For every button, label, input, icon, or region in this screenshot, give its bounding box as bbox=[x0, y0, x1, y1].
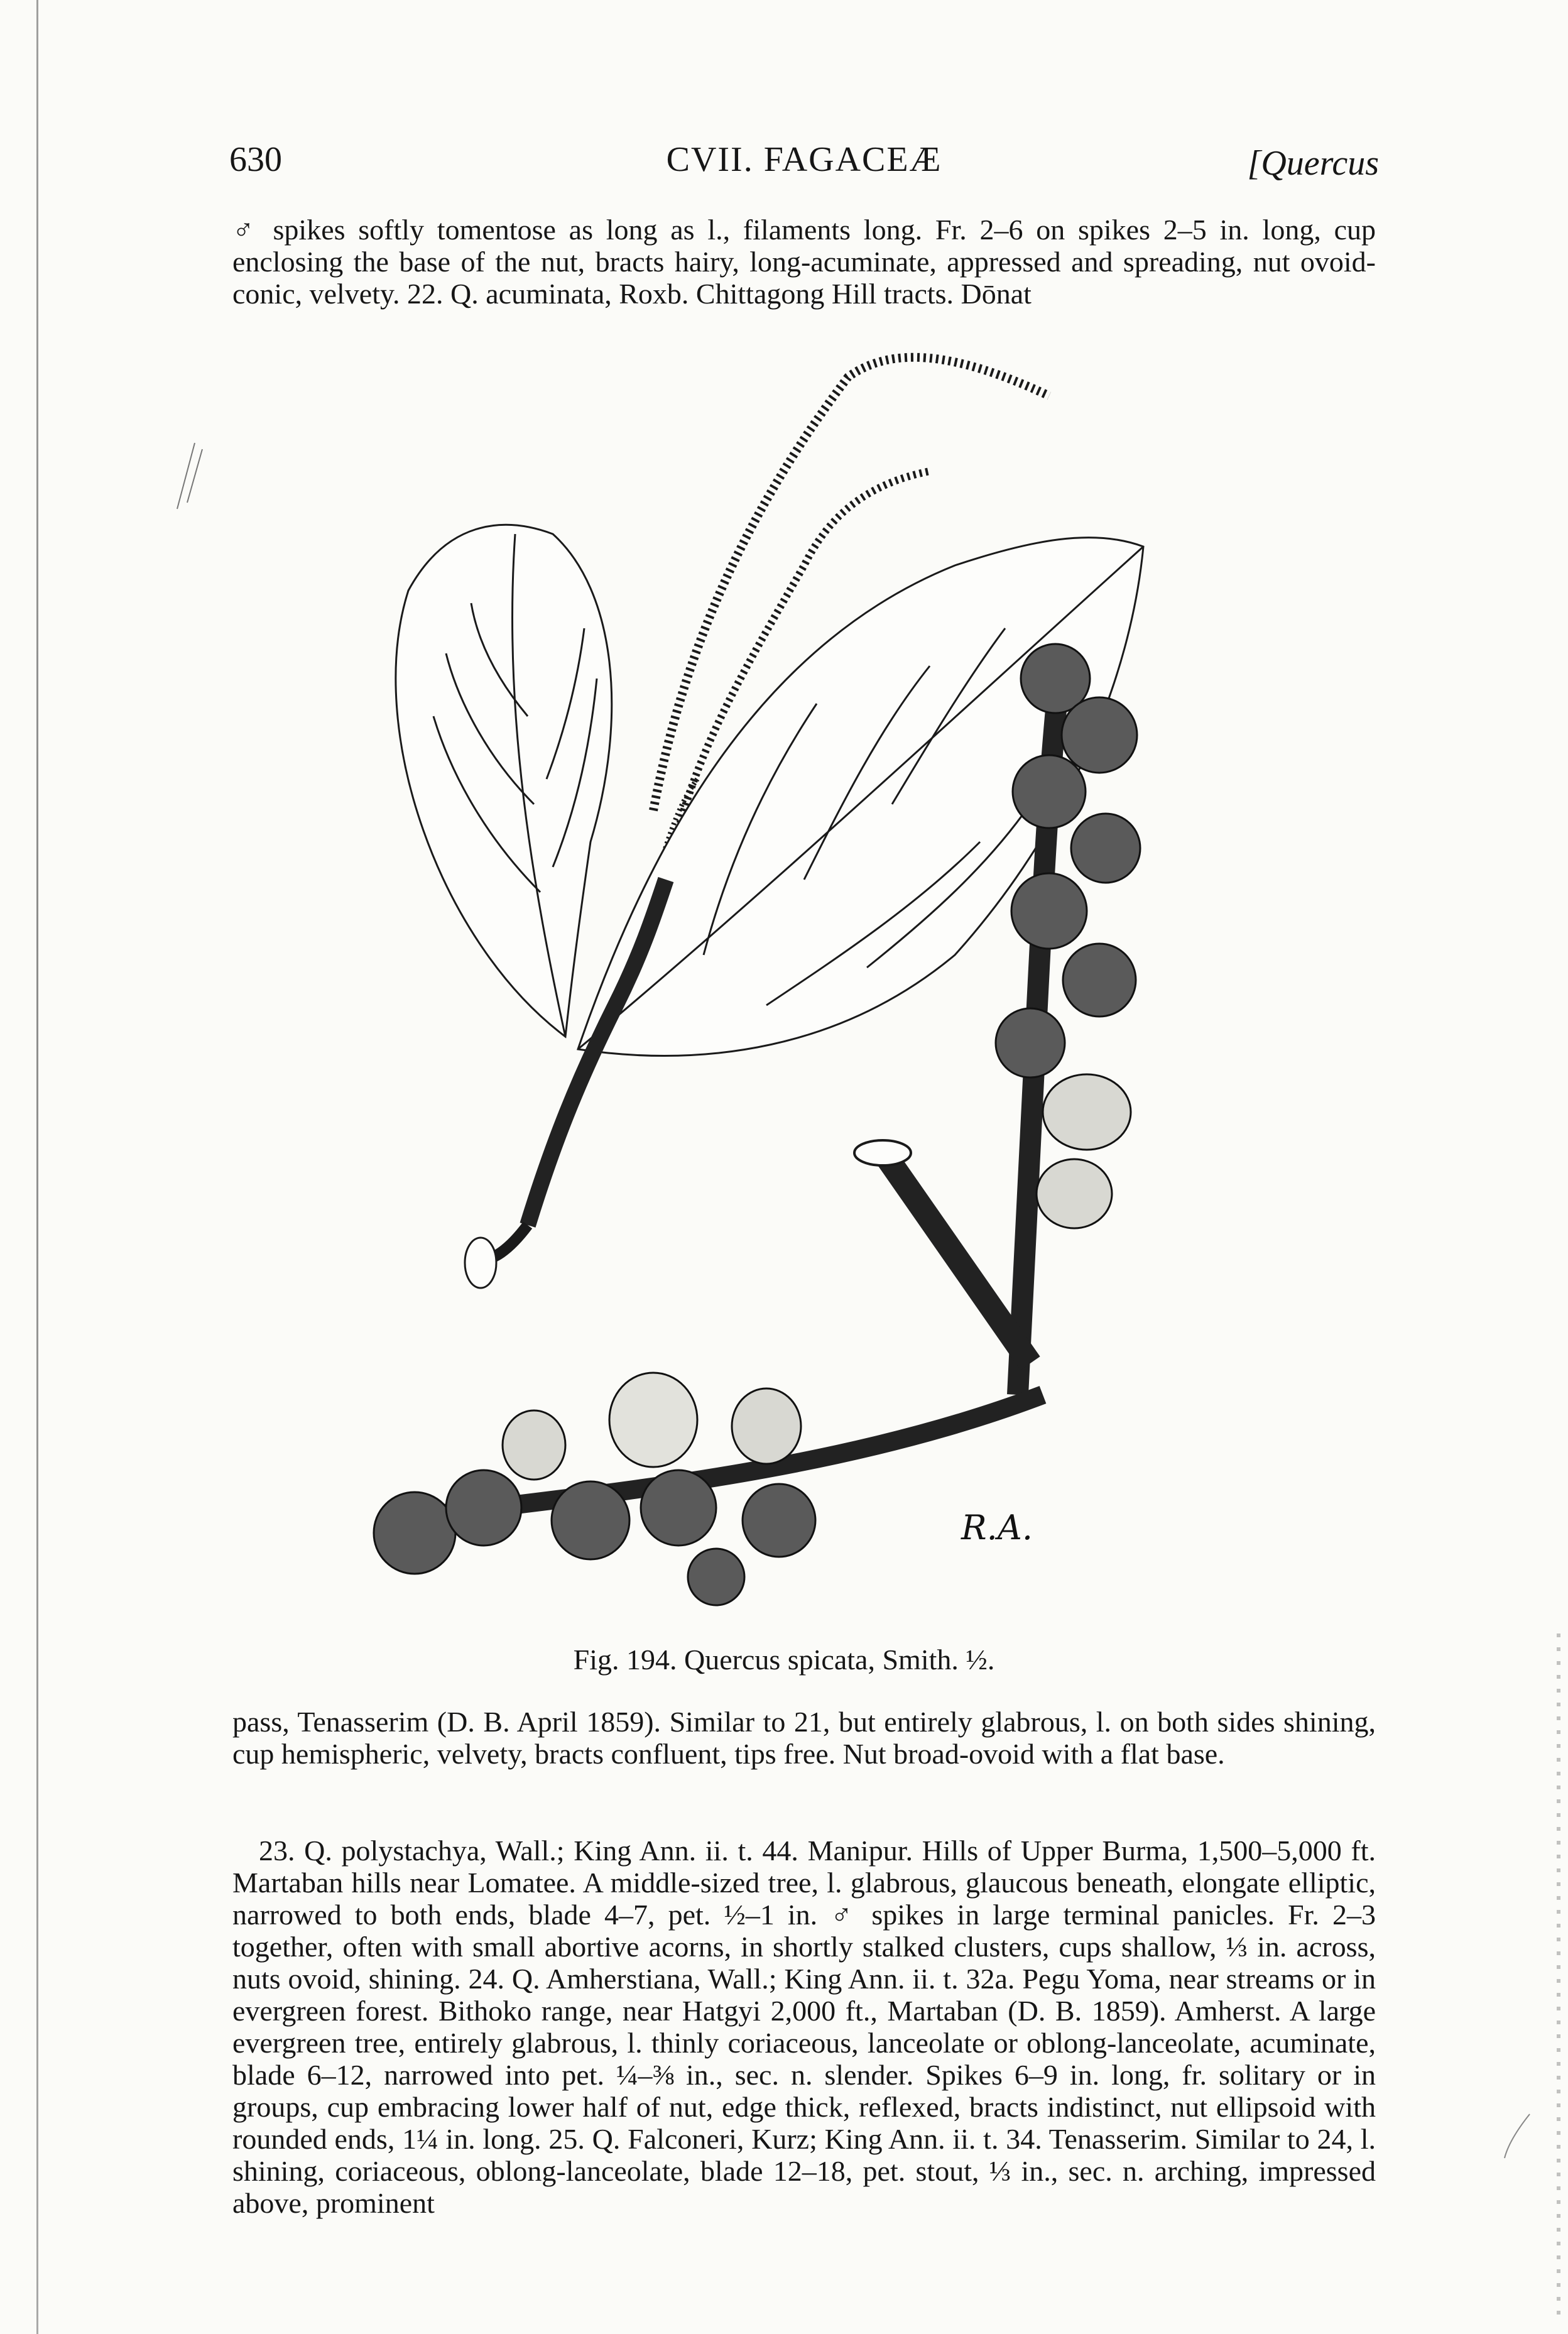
running-genus: [Quercus bbox=[1247, 144, 1379, 183]
pencil-mark bbox=[170, 440, 207, 515]
scan-right-edge bbox=[1557, 1633, 1560, 2325]
page-header bbox=[229, 139, 1379, 190]
pencil-mark bbox=[1498, 2111, 1536, 2161]
page-number: 630 bbox=[229, 140, 282, 179]
paragraph-top: ♂ spikes softly tomentose as long as l., filaments long. Fr. 2–6 on spikes 2–5 in. long, cup enclosing the base of the nut, bracts hairy, long-acuminate, appressed and spreading, nut ovoid-conic, velvety. 22. Q. acuminata, Roxb. Chittagong Hill tracts. Dōnat bbox=[232, 214, 1376, 310]
chapter-title: CVII. FAGACEÆ bbox=[666, 140, 942, 179]
scan-binding-edge bbox=[36, 0, 38, 2334]
paragraph-bottom: 23. Q. polystachya, Wall.; King Ann. ii. t. 44. Manipur. Hills of Upper Burma, 1,500–5,000 ft. Martaban hills near Lomatee. A middle-sized tree, l. glabrous, glaucous beneath, elongate elliptic, narrowed to both ends, blade 4–7, pet. ½–1 in. ♂ spikes in large terminal panicles. Fr. 2–3 together, often with small abortive acorns, in shortly stalked clusters, cups shallow, ⅓ in. across, nuts ovoid, shining. 24. Q. Amherstiana, Wall.; King Ann. ii. t. 32a. Pegu Yoma, near streams or in evergreen forest. Bithoko range, near Hatgyi 2,000 ft., Martaban (D. B. 1859). Amherst. A large evergreen tree, entirely glabrous, l. thinly coriaceous, lanceolate or oblong-lanceolate, acuminate, blade 6–12, narrowed into pet. ¼–⅜ in., sec. n. slender. Spikes 6–9 in. long, fr. solitary or in groups, cup embracing lower half of nut, edge thick, reflexed, bracts indistinct, nut ellipsoid with rounded ends, 1¼ in. long. 25. Q. Falconeri, Kurz; King Ann. ii. t. 34. Tenasserim. Similar to 24, l. shining, coriaceous, oblong-lanceolate, blade 12–18, pet. stout, ⅓ in., sec. n. arching, impressed above, prominent bbox=[232, 1835, 1376, 2219]
quercus-spicata-drawing bbox=[327, 327, 1263, 1615]
botanical-illustration bbox=[327, 327, 1263, 1615]
figure-caption: Fig. 194. Quercus spicata, Smith. ½. bbox=[573, 1644, 995, 1676]
artist-signature: R.A. bbox=[961, 1508, 1033, 1547]
paragraph-middle: pass, Tenasserim (D. B. April 1859). Similar to 21, but entirely glabrous, l. on both sides shining, cup hemispheric, velvety, bracts confluent, tips free. Nut broad-ovoid with a flat base. bbox=[232, 1706, 1376, 1770]
